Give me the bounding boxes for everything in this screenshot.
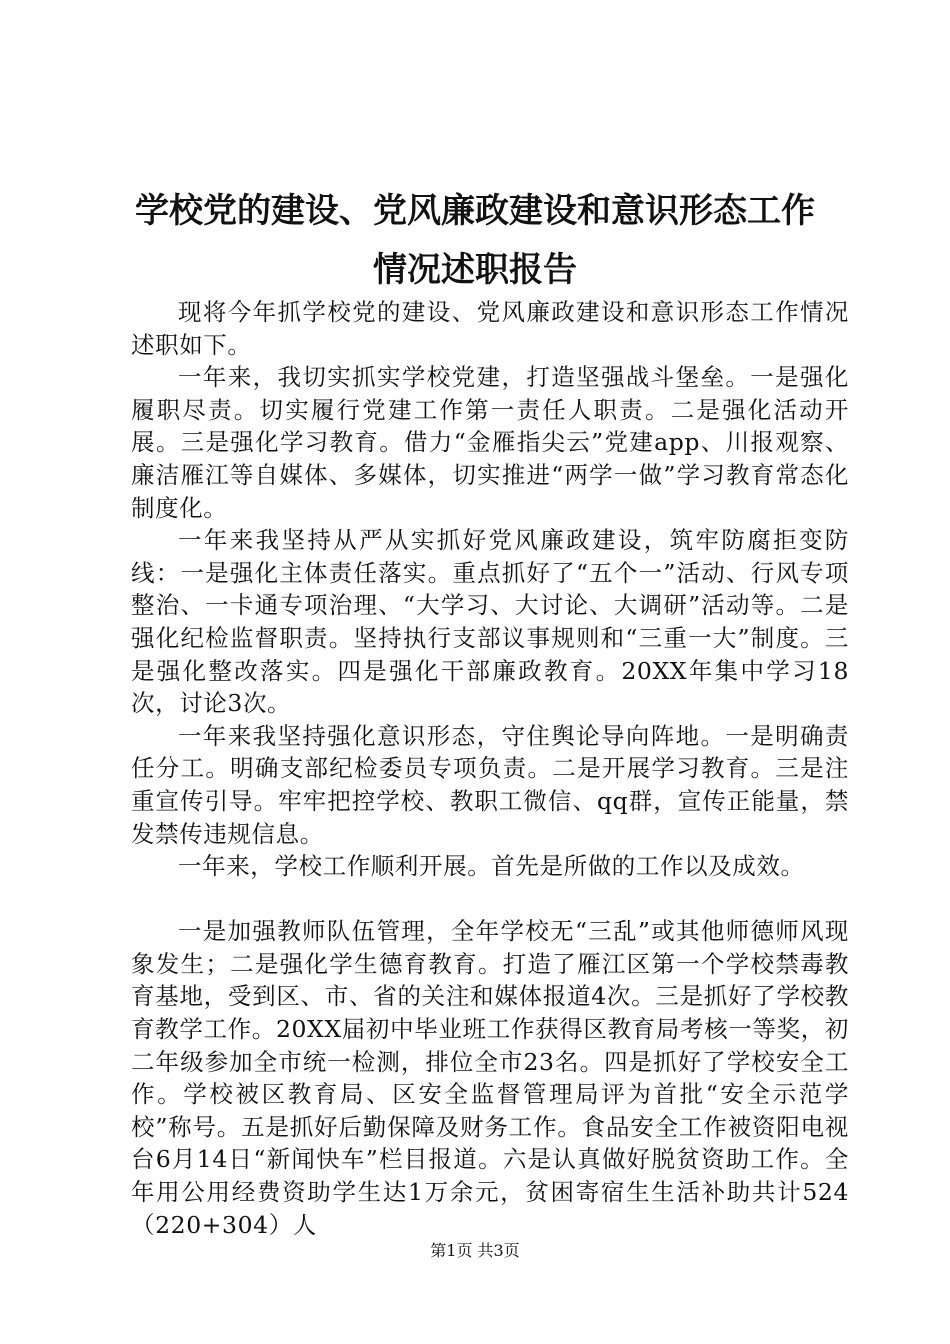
paragraph-party-building: 一年来，我切实抓实学校党建，打造坚强战斗堡垒。一是强化履职尽责。切实履行党建工作第一责任人职责。二是强化活动开展。三是强化学习教育。借力“金雁指尖云”党建app、川报观察、廉洁雁江等自媒体、多媒体，切实推进“两学一做”学习教育常态化制度化。: [131, 363, 849, 522]
paragraph-intro: 现将今年抓学校党的建设、党风廉政建设和意识形态工作情况述职如下。: [131, 298, 849, 359]
paragraph-school-work: 一年来，学校工作顺利开展。首先是所做的工作以及成效。: [178, 852, 805, 881]
paragraph-clean-governance: 一年来我坚持从严从实抓好党风廉政建设，筑牢防腐拒变防线：一是强化主体责任落实。重点抓好了“五个一”活动、行风专项整治、一卡通专项治理、“大学习、大讨论、大调研”活动等。二是强化纪检监督职责。坚持执行支部议事规则和“三重一大”制度。三是强化整改落实。四是强化干部廉政教育。20XX年集中学习18次，讨论3次。: [131, 526, 849, 718]
paragraph-achievements: 一是加强教师队伍管理，全年学校无“三乱”或其他师德师风现象发生；二是强化学生德育教育。打造了雁江区第一个学校禁毒教育基地，受到区、市、省的关注和媒体报道4次。三是抓好了学校教育教学工作。20XX届初中毕业班工作获得区教育局考核一等奖，初二年级参加全市统一检测，排位全市23名。四是抓好了学校安全工作。学校被区教育局、区安全监督管理局评为首批“安全示范学校”称号。五是抓好后勤保障及财务工作。食品安全工作被资阳电视台6月14日“新闻快车”栏目报道。六是认真做好脱贫资助工作。全年用公用经费资助学生达1万余元，贫困寄宿生生活补助共计524（220+304）人: [131, 917, 849, 1239]
page-number-footer: 第1页 共3页: [430, 1241, 520, 1260]
document-title-line-2: 情况述职报告: [373, 250, 577, 290]
document-title-line-1: 学校党的建设、党风廉政建设和意识形态工作: [135, 191, 815, 231]
paragraph-ideology: 一年来我坚持强化意识形态，守住舆论导向阵地。一是明确责任分工。明确支部纪检委员专项负责。二是开展学习教育。三是注重宣传引导。牢牢把控学校、教职工微信、qq群，宣传正能量，禁发禁传违规信息。: [131, 721, 849, 848]
document-body: [131, 296, 849, 1241]
